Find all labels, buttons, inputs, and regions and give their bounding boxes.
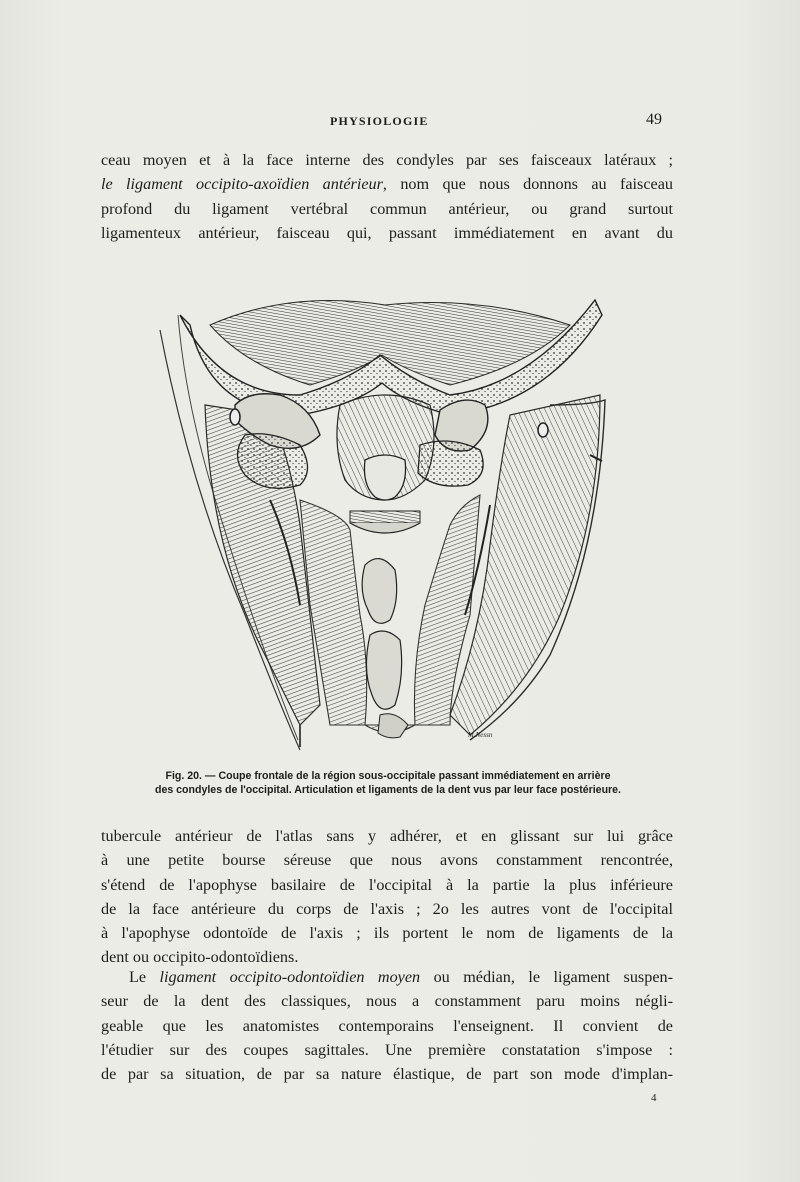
text-line: geable que les anatomistes contemporains l'enseignent. Il convient de bbox=[101, 1016, 673, 1035]
paragraph-2 bbox=[101, 824, 673, 970]
text-line: l'étudier sur des coupes sagittales. Une première constatation s'impose : bbox=[101, 1040, 673, 1059]
paragraph-1 bbox=[101, 148, 673, 245]
text-line bbox=[101, 965, 673, 989]
emphasis-term: ligament occipito-odontoïdien moyen bbox=[159, 968, 421, 986]
emphasis-term: le ligament occipito-axoïdien antérieur bbox=[101, 175, 383, 194]
text-line bbox=[101, 172, 673, 196]
text-run: , nom que nous donnons au faisceau bbox=[382, 175, 673, 194]
text-line: s'étend de l'apophyse basilaire de l'occipital à la partie la plus inférieure bbox=[101, 875, 673, 894]
text-line: dent ou occipito-odontoïdiens. bbox=[101, 948, 299, 967]
caption-line: des condyles de l'occipital. Articulation et ligaments de la dent vus par leur face postérieure. bbox=[154, 784, 622, 796]
figure-illustration bbox=[150, 285, 620, 755]
text-line: tubercule antérieur de l'atlas sans y adhérer, et en glissant sur lui grâce bbox=[101, 827, 673, 845]
text-line: ceau moyen et à la face interne des condyles par ses faisceaux latéraux ; bbox=[101, 151, 673, 169]
text-line: de la face antérieure du corps de l'axis ; 2o les autres vont de l'occipital bbox=[101, 899, 673, 918]
text-line: ligamenteux antérieur, faisceau qui, passant immédiatement en avant du bbox=[101, 223, 673, 242]
text-line: à une petite bourse séreuse que nous avons constamment rencontrée, bbox=[101, 851, 673, 870]
text-line: à l'apophyse odontoïde de l'axis ; ils portent le nom de ligaments de la bbox=[101, 924, 673, 943]
running-head bbox=[0, 111, 800, 134]
paragraph-3 bbox=[101, 965, 673, 1086]
figure-caption bbox=[103, 769, 673, 797]
running-title: PHYSIOLOGIE bbox=[330, 114, 429, 128]
text-line: profond du ligament vertébral commun antérieur, ou grand surtout bbox=[101, 199, 673, 218]
caption-line: Fig. 20. — Coupe frontale de la région sous-occipitale passant immédiatement en arrière bbox=[165, 770, 611, 782]
text-run: ou médian, le ligament suspen- bbox=[420, 968, 673, 986]
figure-signature: M.Nessn bbox=[468, 731, 493, 739]
text-line: seur de la dent des classiques, nous a constamment paru moins négli- bbox=[101, 992, 673, 1011]
page-number: 49 bbox=[646, 111, 662, 128]
text-run: Le bbox=[129, 968, 160, 986]
signature-mark: 4 bbox=[651, 1092, 657, 1104]
text-line: de par sa situation, de par sa nature élastique, de part son mode d'implan- bbox=[101, 1065, 673, 1084]
anatomical-figure bbox=[150, 285, 620, 755]
